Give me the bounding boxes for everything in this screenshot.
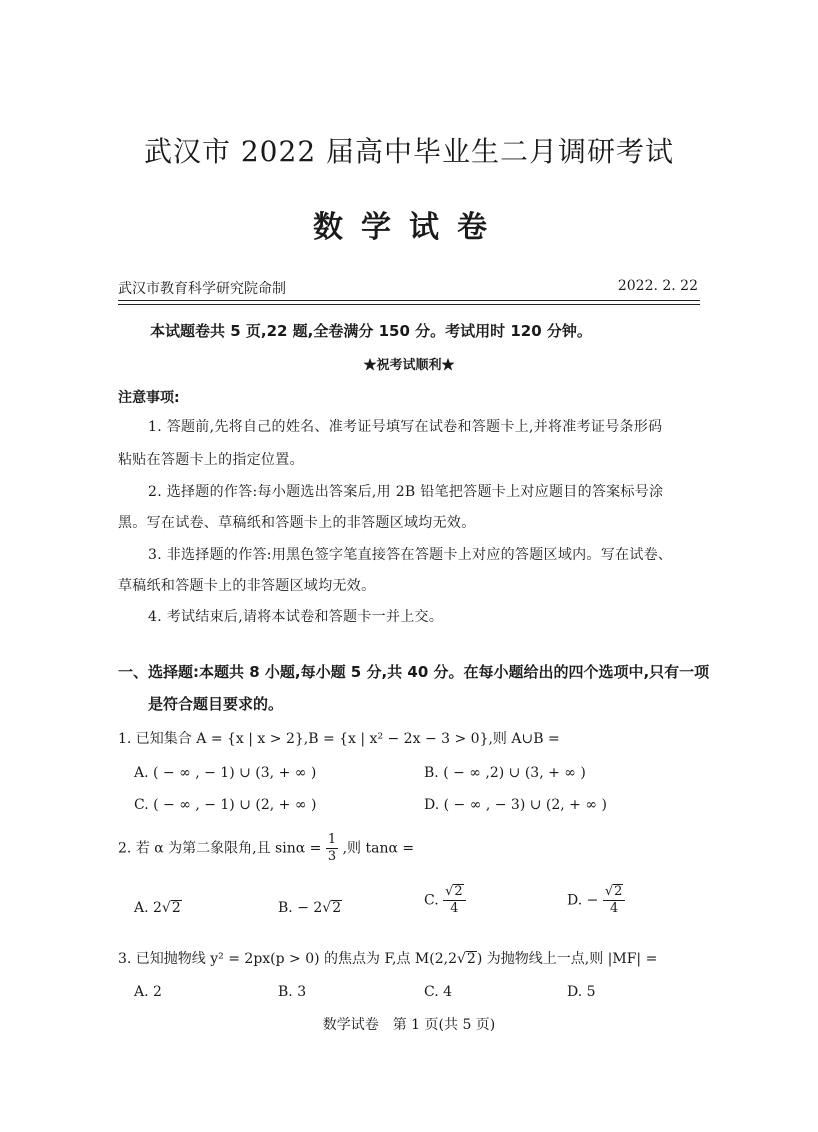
q2-option-b-label: B. − 2 xyxy=(278,900,323,916)
sqrt-radicand: 2 xyxy=(466,951,476,967)
q2-option-a xyxy=(134,900,182,916)
question-1-stem: 1. 已知集合 A = {x | x > 2},B = {x | x² − 2x − 3 > 0},则 A∪B = xyxy=(118,731,560,747)
sqrt-radicand: 2 xyxy=(332,900,342,916)
q2-option-c-fraction xyxy=(443,884,466,917)
exam-title: 武汉市 2022 届高中毕业生二月调研考试 xyxy=(143,135,675,168)
header-rule-top xyxy=(118,300,700,301)
q2-option-d xyxy=(567,884,625,917)
question-2-stem xyxy=(118,832,414,865)
radical-sign: √ xyxy=(457,951,466,967)
sqrt-radicand: 2 xyxy=(614,884,623,899)
note-line: 3. 非选择题的作答:用黑色签字笔直接答在答题卡上对应的答题区域内。写在试卷、 xyxy=(148,547,673,563)
note-line: 1. 答题前,先将自己的姓名、准考证号填写在试卷和答题卡上,并将准考证号条形码 xyxy=(148,419,663,435)
q1-option-c: C. ( − ∞ , − 1) ∪ (2, + ∞ ) xyxy=(134,797,317,813)
section-heading-cont: 是符合题目要求的。 xyxy=(148,695,284,713)
q2-option-d-den: 4 xyxy=(609,901,619,916)
radical-sign: √ xyxy=(445,884,454,899)
q1-option-b: B. ( − ∞ ,2) ∪ (3, + ∞ ) xyxy=(424,765,586,781)
header-rule-bottom xyxy=(118,304,700,305)
q1-option-d: D. ( − ∞ , − 3) ∪ (2, + ∞ ) xyxy=(424,797,607,813)
note-line: 2. 选择题的作答:每小题选出答案后,用 2B 铅笔把答题卡上对应题目的答案标号涂 xyxy=(148,484,664,500)
q3-stem-pre: 3. 已知抛物线 y² = 2px(p > 0) 的焦点为 F,点 M(2,2 xyxy=(118,951,457,967)
good-luck-banner: ★祝考试顺利★ xyxy=(363,358,455,373)
q2-fraction xyxy=(326,832,338,865)
section-heading: 一、选择题:本题共 8 小题,每小题 5 分,共 40 分。在每小题给出的四个选项中,只有一项 xyxy=(118,663,710,681)
exam-subject: 数学试卷 xyxy=(313,210,505,245)
sqrt-radicand: 2 xyxy=(454,884,463,899)
q2-stem-pre: 2. 若 α 为第二象限角,且 sinα = xyxy=(118,840,322,857)
notes-heading: 注意事项: xyxy=(118,390,180,406)
q2-option-d-fraction xyxy=(603,884,626,917)
q2-option-b xyxy=(278,900,342,916)
note-line: 黑。写在试卷、草稿纸和答题卡上的非答题区域均无效。 xyxy=(118,515,476,531)
q3-option-a: A. 2 xyxy=(134,984,162,1000)
note-line: 4. 考试结束后,请将本试卷和答题卡一并上交。 xyxy=(148,609,444,625)
q3-option-d: D. 5 xyxy=(567,984,596,1000)
q2-option-c-den: 4 xyxy=(450,901,459,916)
exam-date: 2022. 2. 22 xyxy=(617,278,698,294)
q2-fraction-den: 3 xyxy=(327,849,337,864)
q3-stem-post: ) 为抛物线上一点,则 |MF| = xyxy=(476,951,658,967)
q2-option-c-label: C. xyxy=(424,892,439,909)
q3-option-b: B. 3 xyxy=(278,984,307,1000)
page-footer: 数学试卷 第 1 页(共 5 页) xyxy=(322,1017,496,1033)
q2-option-d-label: D. − xyxy=(567,892,599,909)
q1-option-a: A. ( − ∞ , − 1) ∪ (3, + ∞ ) xyxy=(134,765,317,781)
exam-info: 本试题卷共 5 页,22 题,全卷满分 150 分。考试用时 120 分钟。 xyxy=(150,322,592,340)
exam-org: 武汉市教育科学研究院命制 xyxy=(118,281,286,297)
q2-option-a-label: A. 2 xyxy=(134,900,162,916)
radical-sign: √ xyxy=(604,884,614,899)
q2-option-c xyxy=(424,884,466,917)
radical-sign: √ xyxy=(161,900,171,916)
q3-option-c: C. 4 xyxy=(424,984,453,1000)
q2-stem-post: ,则 tanα = xyxy=(342,840,415,857)
radical-sign: √ xyxy=(322,900,332,916)
sqrt-radicand: 2 xyxy=(171,900,181,916)
note-line: 草稿纸和答题卡上的非答题区域均无效。 xyxy=(118,578,376,594)
question-3-stem xyxy=(118,948,657,968)
q2-fraction-num: 1 xyxy=(327,832,337,847)
note-line: 粘贴在答题卡上的指定位置。 xyxy=(118,452,304,468)
